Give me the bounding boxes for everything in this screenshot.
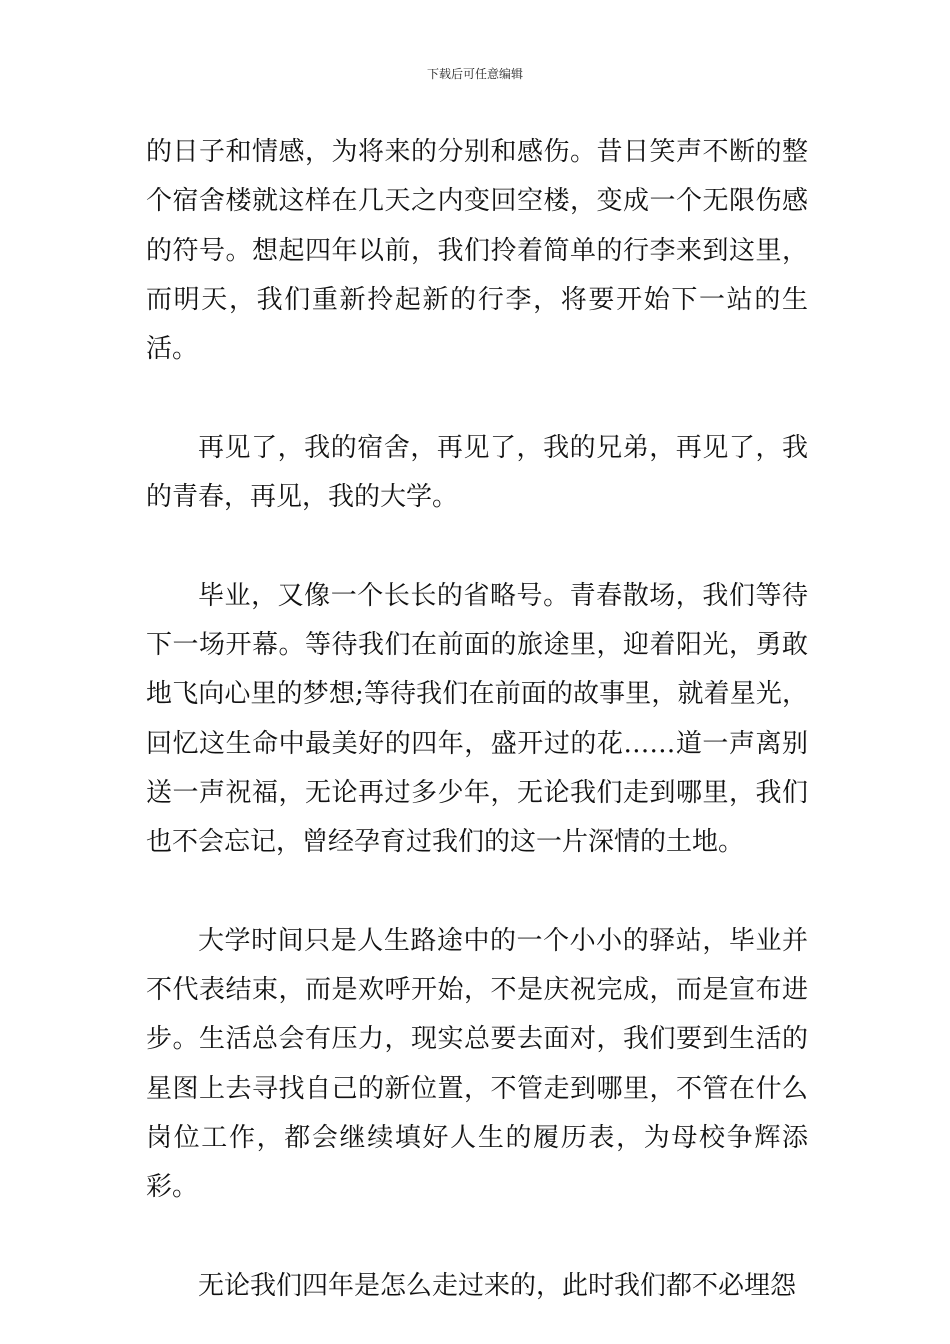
paragraph-5: 无论我们四年是怎么走过来的，此时我们都不必埋怨 [198,1270,797,1301]
paragraph-gap [146,867,808,916]
paragraph-3: 毕业，又像一个长长的省略号。青春散场，我们等待下一场开幕。等待我们在前面的旅途里，迎着阳光，勇敢地飞向心里的梦想;等待我们在前面的故事里，就着星光，回忆这生命中最美好的四年，盛开过的花……道一声离别送一声祝福，无论再过多少年，无论我们走到哪里，我们也不会忘记，曾经孕育过我们的这一片深情的土地。 [146,580,808,858]
page-header: 下载后可任意编辑 [426,67,523,81]
document-body [146,128,808,1311]
paragraph-gap [146,522,808,571]
paragraph-gap [146,1213,808,1262]
paragraph-1: 的日子和情感，为将来的分别和感伤。昔日笑声不断的整个宿舍楼就这样在几天之内变回空楼，变成一个无限伤感的符号。想起四年以前，我们拎着简单的行李来到这里，而明天，我们重新拎起新的行李，将要开始下一站的生活。 [146,137,808,365]
paragraph-2: 再见了，我的宿舍，再见了，我的兄弟，再见了，我的青春，再见，我的大学。 [146,432,808,513]
paragraph-4: 大学时间只是人生路途中的一个小小的驿站，毕业并不代表结束，而是欢呼开始，不是庆祝完成，而是宣布进步。生活总会有压力，现实总要去面对，我们要到生活的星图上去寻找自己的新位置，不管走到哪里，不管在什么岗位工作，都会继续填好人生的履历表，为母校争辉添彩。 [146,925,808,1203]
paragraph-gap [146,374,808,423]
